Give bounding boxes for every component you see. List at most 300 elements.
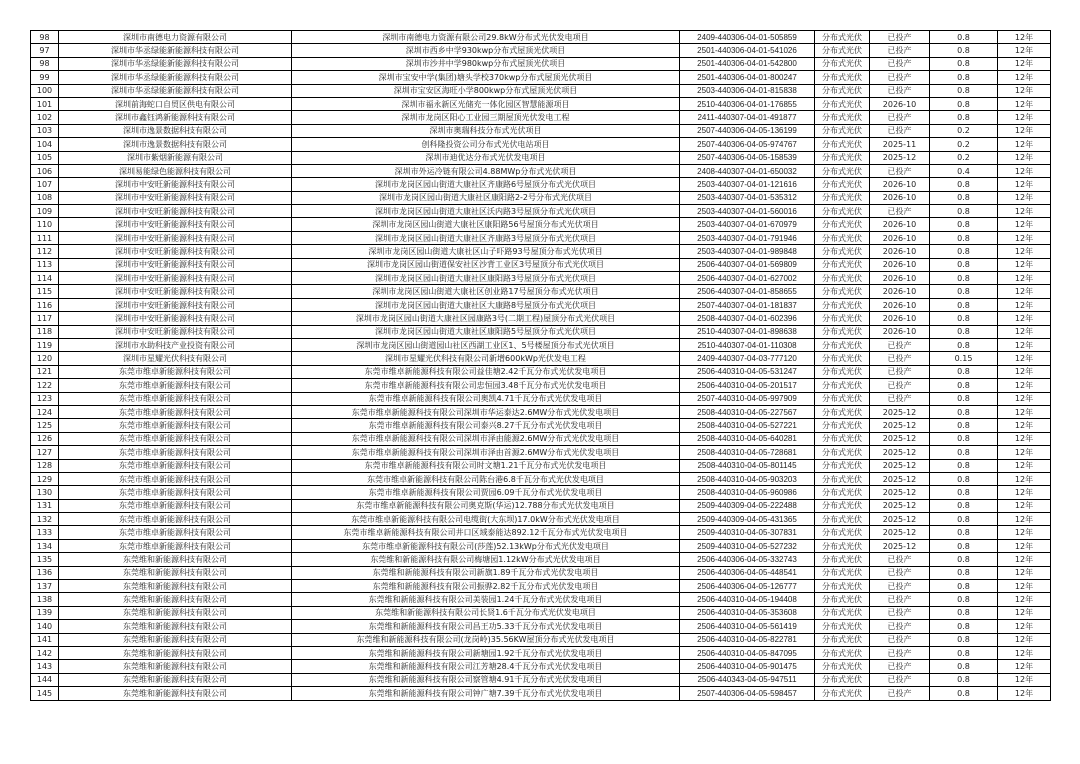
project-code-cell: 2508-440310-04-05-227567 — [680, 405, 815, 418]
table-row — [31, 620, 1051, 633]
value-cell: 0.8 — [930, 660, 998, 673]
row-index-cell: 111 — [31, 231, 59, 244]
term-cell: 12年 — [998, 312, 1051, 325]
project-code-cell: 2503-440307-04-01-560016 — [680, 205, 815, 218]
value-cell: 0.8 — [930, 432, 998, 445]
row-index-cell: 97 — [31, 44, 59, 57]
term-cell: 12年 — [998, 164, 1051, 177]
row-index-cell: 141 — [31, 633, 59, 646]
term-cell: 12年 — [998, 392, 1051, 405]
row-index-cell: 121 — [31, 365, 59, 378]
project-code-cell: 2510-440307-04-01-898638 — [680, 325, 815, 338]
value-cell: 0.8 — [930, 231, 998, 244]
term-cell: 12年 — [998, 124, 1051, 137]
company-name-cell: 东莞维和新能源科技有限公司 — [59, 660, 292, 673]
status-cell: 已投产 — [870, 71, 930, 84]
project-name-cell: 东莞维和新能源科技有限公司(龙岗岭)35.56KW屋顶分布式光伏发电项目 — [292, 633, 680, 646]
term-cell: 12年 — [998, 138, 1051, 151]
row-index-cell: 106 — [31, 164, 59, 177]
status-cell: 已投产 — [870, 57, 930, 70]
row-index-cell: 132 — [31, 513, 59, 526]
table-row — [31, 499, 1051, 512]
value-cell: 0.8 — [930, 553, 998, 566]
value-cell: 0.8 — [930, 191, 998, 204]
table-row — [31, 111, 1051, 124]
project-type-cell: 分布式光伏 — [815, 539, 870, 552]
term-cell: 12年 — [998, 44, 1051, 57]
row-index-cell: 122 — [31, 379, 59, 392]
project-code-cell: 2503-440307-04-01-670979 — [680, 218, 815, 231]
table-row — [31, 124, 1051, 137]
project-type-cell: 分布式光伏 — [815, 151, 870, 164]
status-cell: 已投产 — [870, 31, 930, 44]
project-type-cell: 分布式光伏 — [815, 646, 870, 659]
row-index-cell: 103 — [31, 124, 59, 137]
project-name-cell: 东莞市维卓新能源科技有限公司贾园6.09千瓦分布式光伏发电项目 — [292, 486, 680, 499]
row-index-cell: 98 — [31, 57, 59, 70]
project-type-cell: 分布式光伏 — [815, 419, 870, 432]
project-code-cell: 2409-440306-04-01-505859 — [680, 31, 815, 44]
row-index-cell: 114 — [31, 272, 59, 285]
table-row — [31, 472, 1051, 485]
table-row — [31, 44, 1051, 57]
project-name-cell: 东莞市维卓新能源科技有限公司深圳市泽由能源2.6MW分布式光伏发电项目 — [292, 432, 680, 445]
status-cell: 已投产 — [870, 660, 930, 673]
project-type-cell: 分布式光伏 — [815, 392, 870, 405]
value-cell: 0.8 — [930, 405, 998, 418]
project-name-cell: 东莞维和新能源科技有限公司昌王功5.33千瓦分布式光伏发电项目 — [292, 620, 680, 633]
term-cell: 12年 — [998, 432, 1051, 445]
row-index-cell: 142 — [31, 646, 59, 659]
project-code-cell: 2507-440306-04-05-598457 — [680, 687, 815, 700]
value-cell: 0.8 — [930, 419, 998, 432]
value-cell: 0.8 — [930, 298, 998, 311]
project-type-cell: 分布式光伏 — [815, 499, 870, 512]
project-code-cell: 2503-440306-04-01-815838 — [680, 84, 815, 97]
status-cell: 2026-10 — [870, 245, 930, 258]
value-cell: 0.8 — [930, 606, 998, 619]
value-cell: 0.8 — [930, 580, 998, 593]
term-cell: 12年 — [998, 325, 1051, 338]
project-type-cell: 分布式光伏 — [815, 31, 870, 44]
status-cell: 2026-10 — [870, 272, 930, 285]
term-cell: 12年 — [998, 365, 1051, 378]
table-row — [31, 178, 1051, 191]
project-table — [30, 30, 1051, 701]
company-name-cell: 深圳市中安旺新能源科技有限公司 — [59, 325, 292, 338]
project-code-cell: 2506-440310-04-05-847095 — [680, 646, 815, 659]
value-cell: 0.8 — [930, 446, 998, 459]
table-row — [31, 338, 1051, 351]
project-type-cell: 分布式光伏 — [815, 486, 870, 499]
term-cell: 12年 — [998, 660, 1051, 673]
term-cell: 12年 — [998, 245, 1051, 258]
project-code-cell: 2411-440307-04-01-491877 — [680, 111, 815, 124]
company-name-cell: 东莞市维卓新能源科技有限公司 — [59, 459, 292, 472]
term-cell: 12年 — [998, 620, 1051, 633]
project-name-cell: 深圳市龙岗区园山街道大康社区大康路8号屋顶分布式光伏项目 — [292, 298, 680, 311]
project-type-cell: 分布式光伏 — [815, 298, 870, 311]
value-cell: 0.8 — [930, 633, 998, 646]
project-type-cell: 分布式光伏 — [815, 379, 870, 392]
table-row — [31, 84, 1051, 97]
company-name-cell: 深圳易能绿色能源科技有限公司 — [59, 164, 292, 177]
project-code-cell: 2506-440307-04-01-858655 — [680, 285, 815, 298]
value-cell: 0.8 — [930, 566, 998, 579]
row-index-cell: 137 — [31, 580, 59, 593]
status-cell: 已投产 — [870, 593, 930, 606]
term-cell: 12年 — [998, 405, 1051, 418]
value-cell: 0.2 — [930, 138, 998, 151]
row-index-cell: 108 — [31, 191, 59, 204]
status-cell: 已投产 — [870, 673, 930, 686]
company-name-cell: 深圳市鑫钰鸿新能源科技有限公司 — [59, 111, 292, 124]
value-cell: 0.8 — [930, 84, 998, 97]
row-index-cell: 98 — [31, 31, 59, 44]
term-cell: 12年 — [998, 539, 1051, 552]
status-cell: 2025-12 — [870, 419, 930, 432]
value-cell: 0.8 — [930, 392, 998, 405]
project-code-cell: 2506-440307-04-01-569809 — [680, 258, 815, 271]
value-cell: 0.8 — [930, 472, 998, 485]
project-code-cell: 2506-440310-04-05-194408 — [680, 593, 815, 606]
value-cell: 0.8 — [930, 97, 998, 110]
status-cell: 已投产 — [870, 606, 930, 619]
term-cell: 12年 — [998, 606, 1051, 619]
status-cell: 2025-11 — [870, 138, 930, 151]
project-name-cell: 东莞市维卓新能源科技有限公司奥凯4.71千瓦分布式光伏发电项目 — [292, 392, 680, 405]
company-name-cell: 东莞市维卓新能源科技有限公司 — [59, 405, 292, 418]
term-cell: 12年 — [998, 352, 1051, 365]
row-index-cell: 109 — [31, 205, 59, 218]
table-row — [31, 205, 1051, 218]
project-code-cell: 2506-440310-04-05-822781 — [680, 633, 815, 646]
project-code-cell: 2507-440307-04-01-181837 — [680, 298, 815, 311]
status-cell: 2025-12 — [870, 513, 930, 526]
status-cell: 已投产 — [870, 338, 930, 351]
project-code-cell: 2507-440306-04-05-158539 — [680, 151, 815, 164]
project-type-cell: 分布式光伏 — [815, 285, 870, 298]
project-type-cell: 分布式光伏 — [815, 513, 870, 526]
status-cell: 2025-12 — [870, 432, 930, 445]
project-type-cell: 分布式光伏 — [815, 325, 870, 338]
project-name-cell: 东莞维和新能源科技有限公司美装园1.24千瓦分布式光伏发电项目 — [292, 593, 680, 606]
company-name-cell: 东莞维和新能源科技有限公司 — [59, 566, 292, 579]
row-index-cell: 113 — [31, 258, 59, 271]
status-cell: 已投产 — [870, 124, 930, 137]
project-name-cell: 深圳市龙岗区园山街道大康社区齐康路3号屋顶分布式光伏项目 — [292, 231, 680, 244]
project-name-cell: 深圳市龙岗区园山街道大康社区康阳路56号屋顶分布式光伏项目 — [292, 218, 680, 231]
term-cell: 12年 — [998, 111, 1051, 124]
row-index-cell: 120 — [31, 352, 59, 365]
project-type-cell: 分布式光伏 — [815, 218, 870, 231]
value-cell: 0.8 — [930, 539, 998, 552]
project-name-cell: 深圳市龙岗区园山街道大康社区园康路3号(二期工程)屋顶分布式光伏项目 — [292, 312, 680, 325]
term-cell: 12年 — [998, 673, 1051, 686]
status-cell: 2026-10 — [870, 178, 930, 191]
company-name-cell: 深圳前海蛇口自贸区供电有限公司 — [59, 97, 292, 110]
project-name-cell: 东莞维和新能源科技有限公司江芳塘28.4千瓦分布式光伏发电项目 — [292, 660, 680, 673]
value-cell: 0.8 — [930, 258, 998, 271]
status-cell: 已投产 — [870, 633, 930, 646]
project-name-cell: 东莞市维卓新能源科技有限公司陈台港6.8千瓦分布式光伏发电项目 — [292, 472, 680, 485]
project-type-cell: 分布式光伏 — [815, 245, 870, 258]
company-name-cell: 东莞维和新能源科技有限公司 — [59, 620, 292, 633]
project-type-cell: 分布式光伏 — [815, 405, 870, 418]
table-row — [31, 285, 1051, 298]
status-cell: 2026-10 — [870, 97, 930, 110]
value-cell: 0.2 — [930, 124, 998, 137]
status-cell: 2025-12 — [870, 472, 930, 485]
status-cell: 已投产 — [870, 566, 930, 579]
project-name-cell: 东莞维和新能源科技有限公司察管塘4.91千瓦分布式光伏发电项目 — [292, 673, 680, 686]
project-code-cell: 2506-440306-04-05-126777 — [680, 580, 815, 593]
company-name-cell: 东莞市维卓新能源科技有限公司 — [59, 432, 292, 445]
project-code-cell: 2507-440306-04-05-974767 — [680, 138, 815, 151]
project-code-cell: 2506-440307-04-01-627002 — [680, 272, 815, 285]
status-cell: 2025-12 — [870, 526, 930, 539]
company-name-cell: 东莞维和新能源科技有限公司 — [59, 646, 292, 659]
table-row — [31, 405, 1051, 418]
project-name-cell: 东莞市维卓新能源科技有限公司忠恒园3.48千瓦分布式光伏发电项目 — [292, 379, 680, 392]
row-index-cell: 125 — [31, 419, 59, 432]
project-name-cell: 深圳市宝安中学(集团)塘头学校370kwp分布式屋顶光伏项目 — [292, 71, 680, 84]
project-type-cell: 分布式光伏 — [815, 312, 870, 325]
project-code-cell: 2506-440310-04-05-561419 — [680, 620, 815, 633]
term-cell: 12年 — [998, 593, 1051, 606]
value-cell: 0.8 — [930, 31, 998, 44]
value-cell: 0.8 — [930, 687, 998, 700]
project-type-cell: 分布式光伏 — [815, 526, 870, 539]
table-row — [31, 606, 1051, 619]
project-name-cell: 深圳市龙岗区园山街道大康社区康阳路5号屋顶分布式光伏项目 — [292, 325, 680, 338]
project-name-cell: 深圳市龙岗区园山街道大康社区康阳路2-2号分布式光伏项目 — [292, 191, 680, 204]
table-row — [31, 566, 1051, 579]
row-index-cell: 123 — [31, 392, 59, 405]
row-index-cell: 101 — [31, 97, 59, 110]
status-cell: 已投产 — [870, 111, 930, 124]
project-name-cell: 深圳市龙岗区园山街道保安社区沙背工业区3号屋顶分布式光伏项目 — [292, 258, 680, 271]
company-name-cell: 深圳市中安旺新能源科技有限公司 — [59, 231, 292, 244]
row-index-cell: 127 — [31, 446, 59, 459]
project-type-cell: 分布式光伏 — [815, 338, 870, 351]
value-cell: 0.8 — [930, 338, 998, 351]
status-cell: 2026-10 — [870, 218, 930, 231]
project-type-cell: 分布式光伏 — [815, 553, 870, 566]
status-cell: 2025-12 — [870, 486, 930, 499]
project-type-cell: 分布式光伏 — [815, 633, 870, 646]
value-cell: 0.8 — [930, 44, 998, 57]
term-cell: 12年 — [998, 258, 1051, 271]
company-name-cell: 东莞市维卓新能源科技有限公司 — [59, 379, 292, 392]
row-index-cell: 139 — [31, 606, 59, 619]
company-name-cell: 深圳市中安旺新能源科技有限公司 — [59, 178, 292, 191]
company-name-cell: 东莞市维卓新能源科技有限公司 — [59, 513, 292, 526]
table-row — [31, 580, 1051, 593]
company-name-cell: 深圳市逸景数据科技有限公司 — [59, 124, 292, 137]
value-cell: 0.8 — [930, 620, 998, 633]
value-cell: 0.8 — [930, 379, 998, 392]
project-name-cell: 东莞市维卓新能源科技有限公司泰兴8.27千瓦分布式光伏发电项目 — [292, 419, 680, 432]
value-cell: 0.8 — [930, 365, 998, 378]
project-type-cell: 分布式光伏 — [815, 97, 870, 110]
project-type-cell: 分布式光伏 — [815, 446, 870, 459]
project-code-cell: 2509-440309-04-05-222488 — [680, 499, 815, 512]
term-cell: 12年 — [998, 687, 1051, 700]
status-cell: 2026-10 — [870, 325, 930, 338]
project-code-cell: 2506-440306-04-05-448541 — [680, 566, 815, 579]
project-code-cell: 2501-440306-04-01-800247 — [680, 71, 815, 84]
status-cell: 2026-10 — [870, 298, 930, 311]
status-cell: 2026-10 — [870, 312, 930, 325]
row-index-cell: 133 — [31, 526, 59, 539]
value-cell: 0.8 — [930, 218, 998, 231]
row-index-cell: 144 — [31, 673, 59, 686]
company-name-cell: 东莞维和新能源科技有限公司 — [59, 593, 292, 606]
company-name-cell: 东莞维和新能源科技有限公司 — [59, 553, 292, 566]
project-code-cell: 2510-440306-04-01-176855 — [680, 97, 815, 110]
project-code-cell: 2501-440306-04-01-542800 — [680, 57, 815, 70]
project-name-cell: 深圳市龙岗区园山街道大康社区齐康路6号屋顶分布式光伏项目 — [292, 178, 680, 191]
term-cell: 12年 — [998, 57, 1051, 70]
project-type-cell: 分布式光伏 — [815, 71, 870, 84]
project-code-cell: 2509-440310-04-05-307831 — [680, 526, 815, 539]
term-cell: 12年 — [998, 513, 1051, 526]
status-cell: 已投产 — [870, 205, 930, 218]
term-cell: 12年 — [998, 499, 1051, 512]
table-row — [31, 191, 1051, 204]
row-index-cell: 135 — [31, 553, 59, 566]
company-name-cell: 深圳市中安旺新能源科技有限公司 — [59, 285, 292, 298]
project-code-cell: 2510-440307-04-01-110308 — [680, 338, 815, 351]
project-name-cell: 东莞市维卓新能源科技有限公司时文塘1.21千瓦分布式光伏发电项目 — [292, 459, 680, 472]
row-index-cell: 107 — [31, 178, 59, 191]
term-cell: 12年 — [998, 191, 1051, 204]
value-cell: 0.8 — [930, 526, 998, 539]
project-name-cell: 深圳市南德电力资源有限公司29.8kW分布式光伏发电项目 — [292, 31, 680, 44]
table-row — [31, 673, 1051, 686]
project-name-cell: 创科隆投资公司分布式光伏电站项目 — [292, 138, 680, 151]
term-cell: 12年 — [998, 338, 1051, 351]
company-name-cell: 深圳市水助科技产业投资有限公司 — [59, 338, 292, 351]
status-cell: 2026-10 — [870, 258, 930, 271]
project-name-cell: 深圳市宝安区海旺小学800kwp分布式屋顶光伏项目 — [292, 84, 680, 97]
company-name-cell: 东莞维和新能源科技有限公司 — [59, 687, 292, 700]
term-cell: 12年 — [998, 97, 1051, 110]
project-type-cell: 分布式光伏 — [815, 191, 870, 204]
term-cell: 12年 — [998, 151, 1051, 164]
row-index-cell: 145 — [31, 687, 59, 700]
value-cell: 0.8 — [930, 459, 998, 472]
project-type-cell: 分布式光伏 — [815, 57, 870, 70]
project-type-cell: 分布式光伏 — [815, 272, 870, 285]
term-cell: 12年 — [998, 633, 1051, 646]
project-type-cell: 分布式光伏 — [815, 673, 870, 686]
term-cell: 12年 — [998, 285, 1051, 298]
project-type-cell: 分布式光伏 — [815, 44, 870, 57]
value-cell: 0.8 — [930, 593, 998, 606]
project-type-cell: 分布式光伏 — [815, 205, 870, 218]
project-code-cell: 2507-440306-04-05-136199 — [680, 124, 815, 137]
company-name-cell: 深圳市南德电力资源有限公司 — [59, 31, 292, 44]
project-code-cell: 2506-440310-04-05-901475 — [680, 660, 815, 673]
project-code-cell: 2508-440310-04-05-960986 — [680, 486, 815, 499]
table-row — [31, 312, 1051, 325]
project-code-cell: 2508-440310-04-05-903203 — [680, 472, 815, 485]
value-cell: 0.2 — [930, 151, 998, 164]
row-index-cell: 115 — [31, 285, 59, 298]
table-row — [31, 379, 1051, 392]
company-name-cell: 东莞市维卓新能源科技有限公司 — [59, 446, 292, 459]
company-name-cell: 东莞市维卓新能源科技有限公司 — [59, 392, 292, 405]
project-type-cell: 分布式光伏 — [815, 178, 870, 191]
project-type-cell: 分布式光伏 — [815, 138, 870, 151]
term-cell: 12年 — [998, 218, 1051, 231]
project-code-cell: 2503-440307-04-01-535312 — [680, 191, 815, 204]
table-row — [31, 513, 1051, 526]
term-cell: 12年 — [998, 231, 1051, 244]
project-name-cell: 东莞市维卓新能源科技有限公司井口区域泰能达892.12千瓦分布式光伏发电项目 — [292, 526, 680, 539]
term-cell: 12年 — [998, 580, 1051, 593]
row-index-cell: 104 — [31, 138, 59, 151]
table-row — [31, 258, 1051, 271]
table-row — [31, 71, 1051, 84]
term-cell: 12年 — [998, 553, 1051, 566]
project-type-cell: 分布式光伏 — [815, 432, 870, 445]
row-index-cell: 112 — [31, 245, 59, 258]
project-table-container — [30, 30, 1051, 701]
table-row — [31, 325, 1051, 338]
company-name-cell: 深圳市中安旺新能源科技有限公司 — [59, 272, 292, 285]
table-row — [31, 31, 1051, 44]
value-cell: 0.8 — [930, 272, 998, 285]
project-type-cell: 分布式光伏 — [815, 365, 870, 378]
status-cell: 已投产 — [870, 164, 930, 177]
project-name-cell: 深圳市龙岗区园山街道大康社区创业路17号屋顶分布式光伏项目 — [292, 285, 680, 298]
company-name-cell: 东莞市维卓新能源科技有限公司 — [59, 486, 292, 499]
project-name-cell: 东莞维和新能源科技有限公司钟广塘7.39千瓦分布式光伏发电项目 — [292, 687, 680, 700]
term-cell: 12年 — [998, 71, 1051, 84]
project-name-cell: 深圳市西乡中学930kwp分布式屋顶光伏项目 — [292, 44, 680, 57]
table-row — [31, 539, 1051, 552]
status-cell: 已投产 — [870, 620, 930, 633]
value-cell: 0.8 — [930, 499, 998, 512]
project-code-cell: 2506-440306-04-05-332743 — [680, 553, 815, 566]
project-code-cell: 2508-440310-04-05-527221 — [680, 419, 815, 432]
company-name-cell: 东莞维和新能源科技有限公司 — [59, 606, 292, 619]
status-cell: 已投产 — [870, 580, 930, 593]
row-index-cell: 131 — [31, 499, 59, 512]
status-cell: 已投产 — [870, 44, 930, 57]
project-name-cell: 东莞市维卓新能源科技有限公司益佳塘2.42千瓦分布式光伏发电项目 — [292, 365, 680, 378]
project-code-cell: 2508-440307-04-01-602396 — [680, 312, 815, 325]
company-name-cell: 深圳市中安旺新能源科技有限公司 — [59, 245, 292, 258]
project-code-cell: 2409-440307-04-03-777120 — [680, 352, 815, 365]
term-cell: 12年 — [998, 272, 1051, 285]
table-row — [31, 687, 1051, 700]
table-body — [31, 31, 1051, 701]
project-type-cell: 分布式光伏 — [815, 258, 870, 271]
company-name-cell: 深圳市中安旺新能源科技有限公司 — [59, 191, 292, 204]
project-code-cell: 2503-440307-04-01-989848 — [680, 245, 815, 258]
project-name-cell: 深圳市福永新区光储充一体化园区智慧能源项目 — [292, 97, 680, 110]
row-index-cell: 99 — [31, 71, 59, 84]
project-code-cell: 2507-440310-04-05-997909 — [680, 392, 815, 405]
table-row — [31, 151, 1051, 164]
table-row — [31, 419, 1051, 432]
project-type-cell: 分布式光伏 — [815, 660, 870, 673]
row-index-cell: 119 — [31, 338, 59, 351]
